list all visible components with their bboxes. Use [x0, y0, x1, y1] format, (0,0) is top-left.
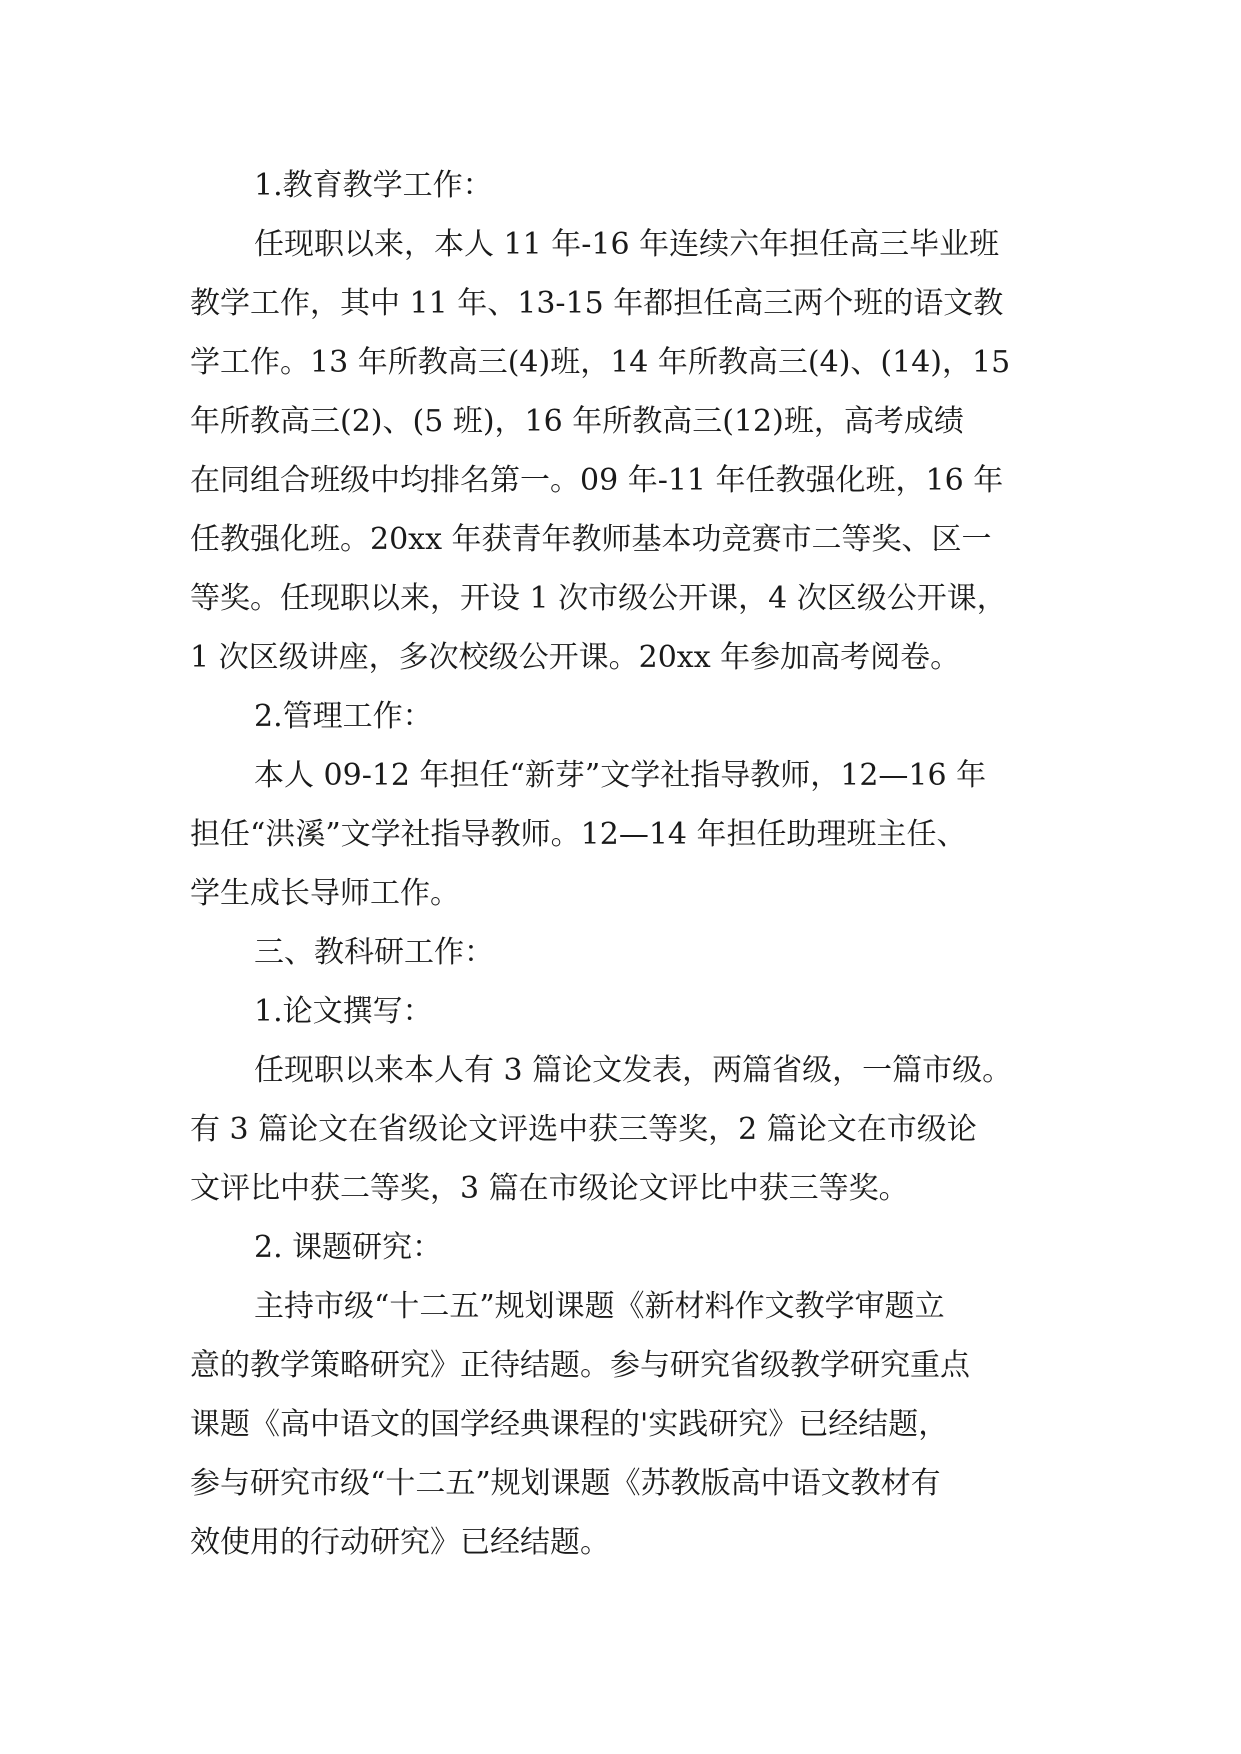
paragraph-line: 课题《高中语文的国学经典课程的'实践研究》已经结题，	[190, 1407, 949, 1442]
paragraph-line: 教学工作，其中 11 年、13-15 年都担任高三两个班的语文教	[190, 286, 1004, 321]
section-heading-research: 三、教科研工作：	[254, 935, 494, 970]
paragraph-line: 年所教高三(2)、(5 班)，16 年所教高三(12)班，高考成绩	[190, 404, 964, 439]
paragraph-line: 参与研究市级“十二五”规划课题《苏教版高中语文教材有	[190, 1466, 941, 1501]
paragraph-line: 学生成长导师工作。	[190, 876, 460, 911]
paragraph-line: 文评比中获二等奖，3 篇在市级论文评比中获三等奖。	[190, 1171, 909, 1206]
paragraph-line: 等奖。任现职以来，开设 1 次市级公开课，4 次区级公开课，	[190, 581, 1007, 616]
paragraph-line: 担任“洪溪”文学社指导教师。12—14 年担任助理班主任、	[190, 817, 967, 852]
paragraph-line: 有 3 篇论文在省级论文评选中获三等奖，2 篇论文在市级论	[190, 1112, 977, 1147]
paragraph-line: 本人 09-12 年担任“新芽”文学社指导教师，12—16 年	[254, 758, 987, 793]
section-heading-management: 2.管理工作：	[254, 699, 433, 734]
paragraph-line: 主持市级“十二五”规划课题《新材料作文教学审题立	[254, 1289, 945, 1324]
section-heading-teaching: 1.教育教学工作：	[254, 168, 493, 203]
paragraph-line: 意的教学策略研究》正待结题。参与研究省级教学研究重点	[190, 1348, 970, 1383]
paragraph-line: 1 次区级讲座，多次校级公开课。20xx 年参加高考阅卷。	[190, 640, 961, 675]
paragraph-line: 任现职以来本人有 3 篇论文发表，两篇省级，一篇市级。	[254, 1053, 1013, 1088]
paragraph-line: 任现职以来，本人 11 年-16 年连续六年担任高三毕业班	[254, 227, 1000, 262]
paragraph-line: 任教强化班。20xx 年获青年教师基本功竞赛市二等奖、区一	[190, 522, 992, 557]
paragraph-line: 学工作。13 年所教高三(4)班，14 年所教高三(4)、(14)，15	[190, 345, 1011, 380]
paragraph-line: 效使用的行动研究》已经结题。	[190, 1525, 610, 1560]
paragraph-line: 在同组合班级中均排名第一。09 年-11 年任教强化班，16 年	[190, 463, 1004, 498]
section-heading-papers: 1.论文撰写：	[254, 994, 433, 1029]
section-heading-projects: 2. 课题研究：	[254, 1230, 443, 1265]
